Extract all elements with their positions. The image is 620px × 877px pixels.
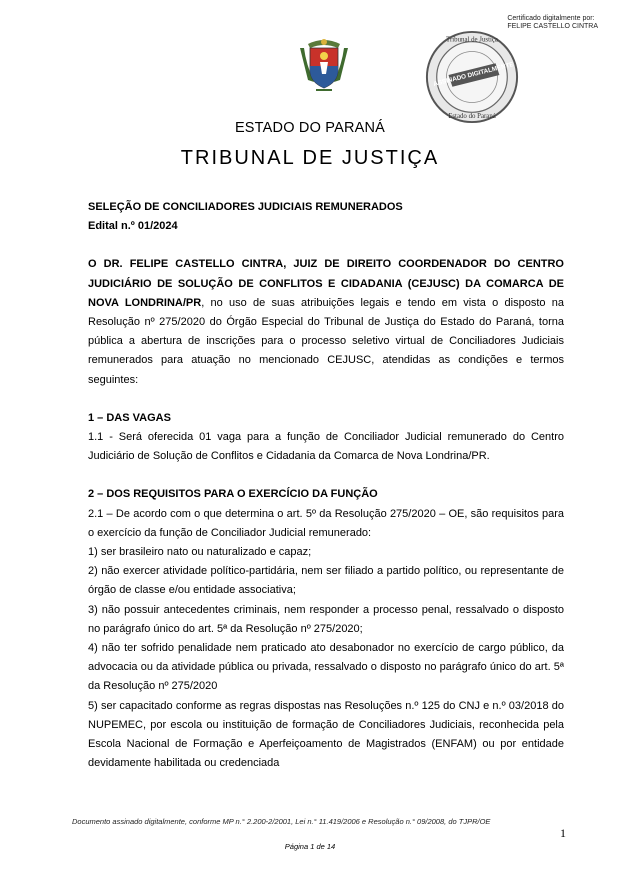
intro-bold: O DR. FELIPE CASTELLO CINTRA, JUIZ DE DIREITO COORDENADOR DO CENTRO JUDICIÁRIO DE SOLUÇÃO DE CONFLITOS E CIDADANIA (CEJUSC) DA COMARCA DE NOVA LONDRINA/PR [88,258,564,309]
court-heading: TRIBUNAL DE JUSTIÇA [180,147,440,169]
document-body [88,198,564,773]
seal-bottom-text: Estado do Paraná [448,113,496,121]
certificate-line-1: Certificado digitalmente por: [507,15,595,22]
page-of-total: Página 1 de 14 [284,842,336,851]
section-2-heading: 2 – DOS REQUISITOS PARA O EXERCÍCIO DA FUNÇÃO [88,488,378,501]
section-1-heading: 1 – DAS VAGAS [88,411,171,424]
requirement-item-1: 1) ser brasileiro nato ou naturalizado e capaz; [88,546,312,559]
intro-rest: , no uso de suas atribuições legais e tendo em vista o disposto na Resolução nº 275/2020 do Órgão Especial do Tribunal de Justiça do Estado do Paraná, torna pública a abertura de inscrições para o processo seletivo virtual de Conciliadores Judiciais remunerados para atuação no mencionado CEJUSC, atendidas as condições e termos seguintes: [88,296,565,386]
section-2-paragraph: 2.1 – De acordo com o que determina o art. 5º da Resolução 275/2020 – OE, são requisitos para o exercício da função de Conciliador Judicial remunerado: [88,507,564,539]
requirement-item-2: 2) não exercer atividade político-partidária, nem ser filiado a partido político, ou representante de órgão de classe e/ou entidade associativa; [88,565,564,597]
page-number: 1 [560,826,566,840]
signature-footer-note: Documento assinado digitalmente, conforme MP n.° 2.200-2/2001, Lei n.° 11.419/2006 e Resolução n.° 09/2008, do TJPR/OE [72,817,491,826]
section-1-paragraph: 1.1 - Será oferecida 01 vaga para a função de Conciliador Judicial remunerado do Centro Judiciário de Solução de Conflitos e Cidadania da Comarca de Nova Londrina/PR. [88,431,564,463]
notice-title: SELEÇÃO DE CONCILIADORES JUDICIAIS REMUNERADOS [88,201,403,213]
requirement-item-3: 3) não possuir antecedentes criminais, nem responder a processo penal, ressalvado o disposto no parágrafo único do art. 5ª da Resolução nº 275/2020; [88,603,564,635]
parana-coat-of-arms-icon [294,34,354,94]
seal-top-text: Tribunal de Justiça [446,36,498,44]
requirement-item-5: 5) ser capacitado conforme as regras dispostas nas Resoluções n.º 125 do CNJ e n.º 03/2018 do NUPEMEC, por escola ou instituição de formação de Conciliadores Judiciais, reconhecida pela Escola Nacional de Formação e Aperfeiçoamento de Magistrados (ENFAM) ou por entidade devidamente habilitada ou credenciada [88,699,564,770]
requirement-item-4: 4) não ter sofrido penalidade nem praticado ato desabonador no exercício de cargo público, da advocacia ou da atividade pública ou privada, ressalvado o disposto no parágrafo único do art. 5ª da Resolução nº 275/2020 [88,642,564,693]
seal-band-text: ASSINADO DIGITALMENTE [432,61,515,88]
notice-number: Edital n.º 01/2024 [88,220,178,233]
intro-paragraph [88,255,564,389]
state-heading: ESTADO DO PARANÁ [234,120,386,136]
certificate-line-2: FELIPE CASTELLO CINTRA [507,23,598,30]
digital-signature-seal-icon [423,28,521,126]
